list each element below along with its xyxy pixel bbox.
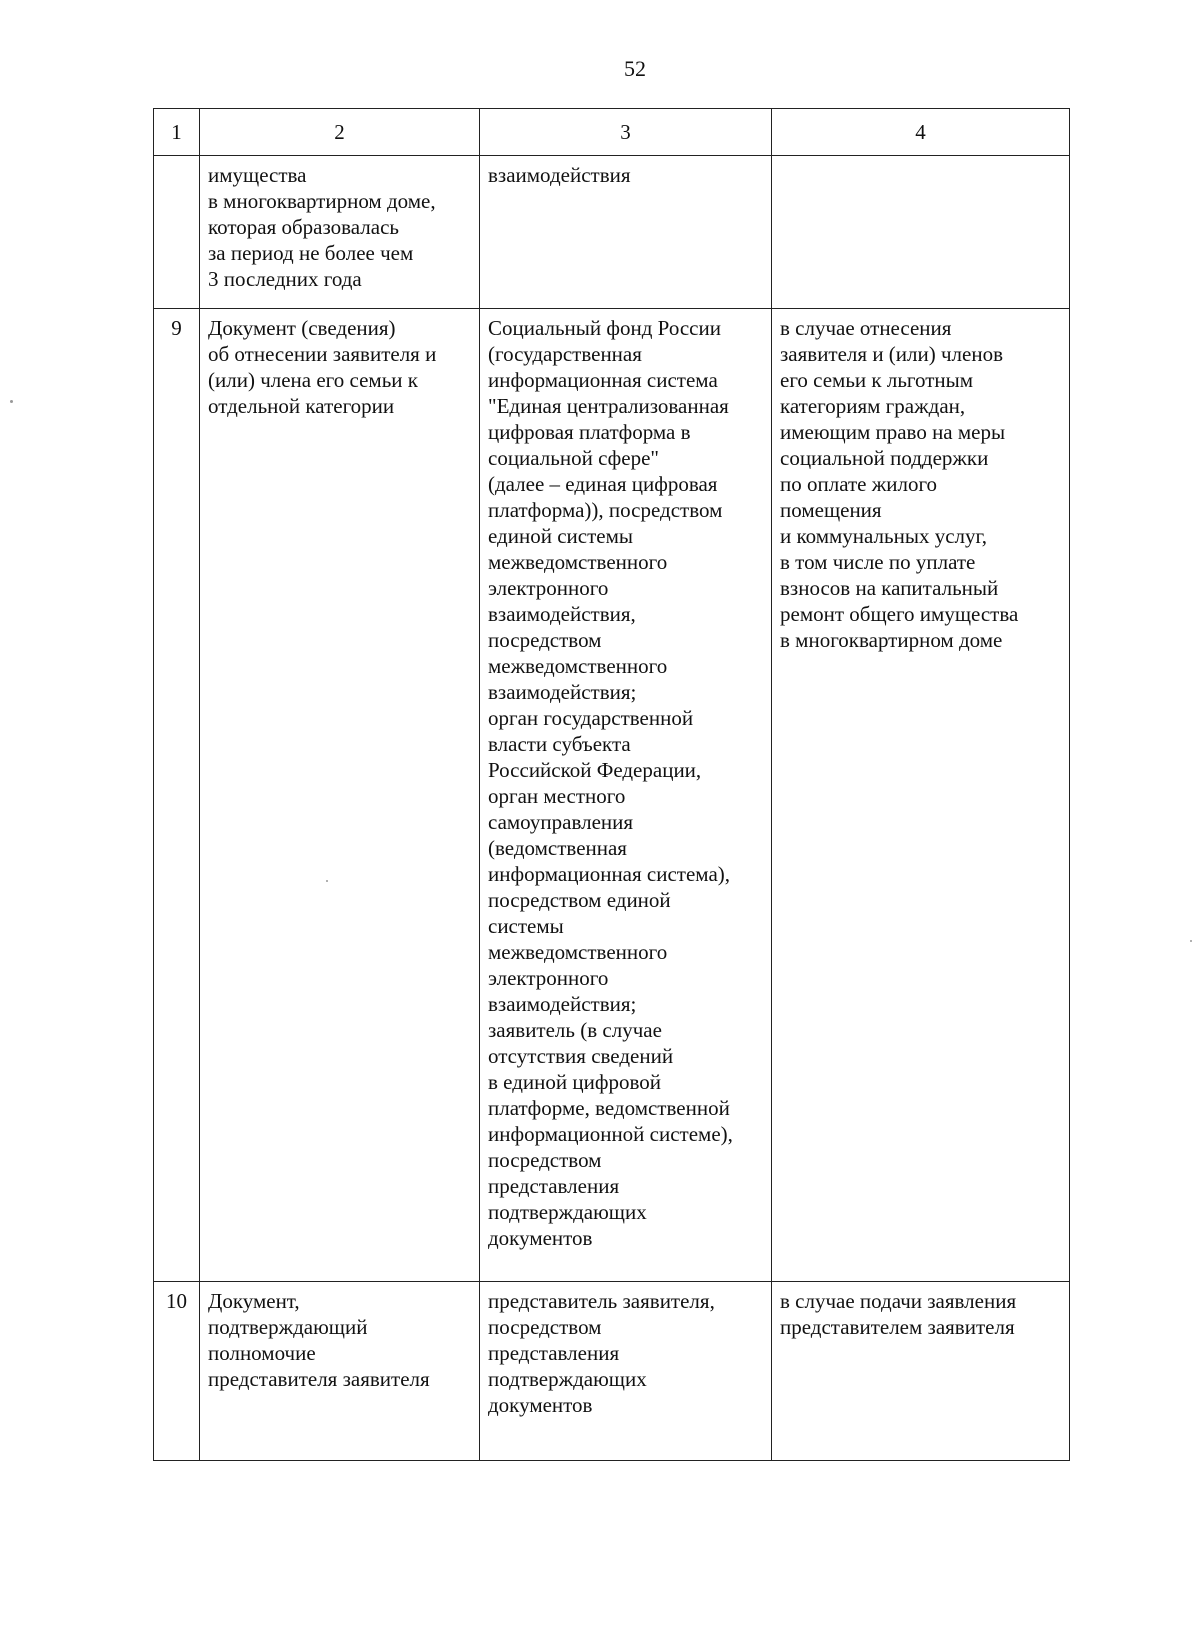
column-number-3: 3 [480,109,772,156]
condition-cell [772,1282,1070,1461]
scan-speck [1190,940,1192,942]
document-table [153,108,1070,1461]
page-number: 52 [624,56,646,81]
document-cell [200,156,480,309]
source-cell [480,309,772,1282]
condition-cell [772,156,1070,309]
column-number-2: 2 [200,109,480,156]
source-text: взаимодействия [488,163,631,187]
document-cell [200,1282,480,1461]
source-text: представитель заявителя, посредством представления подтверждающих документов [488,1289,715,1417]
source-cell [480,1282,772,1461]
row-number: 9 [154,309,200,1282]
row-number: 10 [154,1282,200,1461]
source-text: Социальный фонд России (государственная информационная система "Единая централизованная цифровая платформа в социальной сфере" (далее – единая цифровая платформа)), посредством единой системы межведомственного электронного взаимодействия, посредством межведомственного взаимодействия; орган государственной власти субъекта Российской Федерации, орган местного самоуправления (ведомственная информационная система), посредством единой системы межведомственного электронного взаимодействия; заявитель (в случае отсутствия сведений в единой цифровой платформе, ведомственной информационной системе), посредством представления подтверждающих документов [488,316,733,1250]
condition-text: в случае отнесения заявителя и (или) членов его семьи к льготным категориям граждан, имеющим право на меры социальной поддержки по оплате жилого помещения и коммунальных услуг, в том числе по уплате взносов на капитальный ремонт общего имущества в многоквартирном доме [780,316,1019,652]
scan-speck [326,880,328,882]
table-row [154,1282,1070,1461]
document-text: Документ, подтверждающий полномочие представителя заявителя [208,1289,430,1391]
row-number [154,156,200,309]
table-row [154,156,1070,309]
document-cell [200,309,480,1282]
column-number-4: 4 [772,109,1070,156]
document-text: Документ (сведения) об отнесении заявителя и (или) члена его семьи к отдельной категории [208,316,437,418]
condition-cell [772,309,1070,1282]
source-cell [480,156,772,309]
table-header-row [154,109,1070,156]
condition-text: в случае подачи заявления представителем заявителя [780,1289,1017,1339]
document-text: имущества в многоквартирном доме, которая образовалась за период не более чем 3 последних года [208,163,436,291]
table-row [154,309,1070,1282]
column-number-1: 1 [154,109,200,156]
scan-speck [10,400,13,403]
